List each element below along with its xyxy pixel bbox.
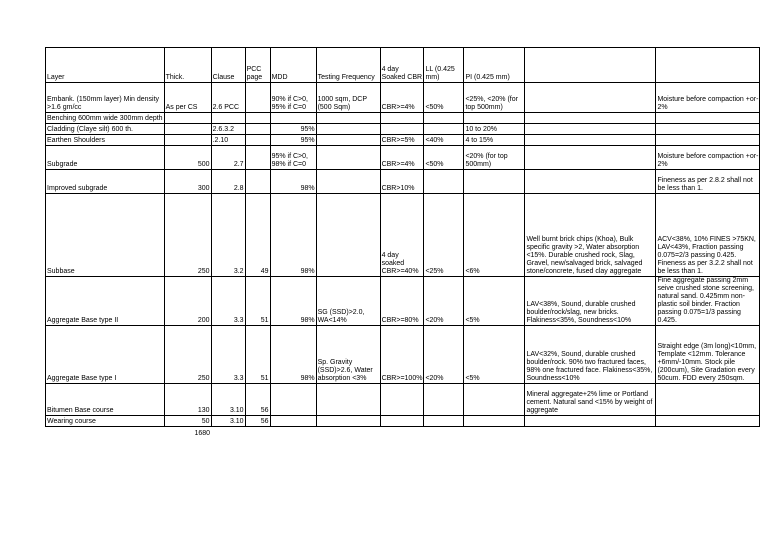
cell-pi: <20% (for top 500mm)	[464, 146, 525, 170]
table-row	[46, 384, 760, 416]
cell-notes	[656, 416, 760, 427]
cell-layer: Aggregate Base type II	[46, 277, 165, 326]
cell-material: Mineral aggregate+2% lime or Portland cement. Natural sand <15% by weight of aggregate	[525, 384, 656, 416]
cell-notes: Fineness as per 2.8.2 shall not be less than 1.	[656, 170, 760, 194]
header-layer: Layer	[46, 48, 165, 83]
cell-material	[525, 146, 656, 170]
cell-thick	[164, 124, 211, 135]
cell-cbr: CBR>10%	[380, 170, 424, 194]
cell-cbr	[380, 384, 424, 416]
cell-page: 56	[245, 384, 270, 416]
cell-notes: ACV<38%, 10% FINES >75KN, LAV<43%, Fraction passing 0.075=2/3 passing 0.425. Fineness as per 3.2.2 shall not be less than 1.	[656, 194, 760, 277]
cell-mdd	[270, 113, 316, 124]
cell-material	[525, 170, 656, 194]
cell-mdd: 98%	[270, 277, 316, 326]
cell-material: Well burnt brick chips (Khoa), Bulk specific gravity >2, Water absorption <15%. Durable crushed rock, Slag, Gravel, new/salvaged brick, salvaged stone/concrete, fused clay aggregate	[525, 194, 656, 277]
header-page: PCC page	[245, 48, 270, 83]
cell-thick	[164, 135, 211, 146]
cell-layer: Earthen Shoulders	[46, 135, 165, 146]
cell-pi	[464, 170, 525, 194]
cell-clause: 2.7	[211, 146, 245, 170]
cell-page: 49	[245, 194, 270, 277]
cell-thick: 300	[164, 170, 211, 194]
cell-layer: Subbase	[46, 194, 165, 277]
cell-page	[245, 83, 270, 113]
cell-pi: <6%	[464, 194, 525, 277]
cell-page: 51	[245, 277, 270, 326]
cell-cbr	[380, 113, 424, 124]
header-frequency: Testing Frequency	[316, 48, 380, 83]
cell-layer: Benching 600mm wide 300mm depth	[46, 113, 165, 124]
table-row	[46, 83, 760, 113]
cell-page: 56	[245, 416, 270, 427]
cell-pi: <5%	[464, 326, 525, 384]
cell-pi	[464, 416, 525, 427]
cell-thick	[164, 113, 211, 124]
table-row	[46, 416, 760, 427]
cell-material	[525, 124, 656, 135]
cell-ll: <50%	[424, 146, 464, 170]
cell-clause: 2.6.3.2	[211, 124, 245, 135]
cell-mdd: 95% if C>0, 98% if C=0	[270, 146, 316, 170]
cell-layer: Cladding (Claye silt) 600 th.	[46, 124, 165, 135]
cell-cbr: CBR>=4%	[380, 83, 424, 113]
cell-page	[245, 124, 270, 135]
cell-mdd: 95%	[270, 124, 316, 135]
total-thickness: 1680	[194, 429, 211, 437]
cell-frequency	[316, 384, 380, 416]
cell-material: LAV<32%, Sound, durable crushed boulder/rock. 90% two fractured faces, 98% one fractured face. Flakiness<35%, Soundness<10%	[525, 326, 656, 384]
cell-mdd: 98%	[270, 194, 316, 277]
table-row	[46, 277, 760, 326]
cell-notes	[656, 384, 760, 416]
cell-page	[245, 113, 270, 124]
spec-table	[45, 47, 760, 438]
cell-frequency	[316, 170, 380, 194]
cell-thick: 130	[164, 384, 211, 416]
cell-layer: Aggregate Base type I	[46, 326, 165, 384]
cell-cbr: 4 day soaked CBR>=40%	[380, 194, 424, 277]
cell-cbr: CBR>=100%	[380, 326, 424, 384]
cell-ll: <50%	[424, 83, 464, 113]
cell-material	[525, 113, 656, 124]
cell-clause: 3.2	[211, 194, 245, 277]
cell-cbr: CBR>=80%	[380, 277, 424, 326]
cell-notes	[656, 124, 760, 135]
cell-pi	[464, 384, 525, 416]
header-ll: LL (0.425 mm)	[424, 48, 464, 83]
cell-frequency: 1000 sqm, DCP (500 Sqm)	[316, 83, 380, 113]
cell-thick: 50	[164, 416, 211, 427]
cell-pi: <25%, <20% (for top 500mm)	[464, 83, 525, 113]
cell-clause: 2.8	[211, 170, 245, 194]
cell-frequency	[316, 135, 380, 146]
cell-thick: 500	[164, 146, 211, 170]
cell-ll: <20%	[424, 277, 464, 326]
cell-notes: Moisture before compaction +or- 2%	[656, 146, 760, 170]
header-mdd: MDD	[270, 48, 316, 83]
cell-notes: Moisture before compaction +or- 2%	[656, 83, 760, 113]
cell-material	[525, 416, 656, 427]
cell-notes: Straight edge (3m long)<10mm, Template <12mm. Tolerance +6mm/-10mm. Stock pile (200cum), Site Gradation every 50cum. FDD every 250sqm.	[656, 326, 760, 384]
cell-page	[245, 170, 270, 194]
cell-ll	[424, 384, 464, 416]
cell-frequency	[316, 124, 380, 135]
cell-cbr	[380, 416, 424, 427]
cell-frequency	[316, 416, 380, 427]
cell-pi: 4 to 15%	[464, 135, 525, 146]
cell-cbr: CBR>=5%	[380, 135, 424, 146]
cell-mdd: 98%	[270, 170, 316, 194]
cell-frequency	[316, 194, 380, 277]
cell-mdd	[270, 416, 316, 427]
header-cbr: 4 day Soaked CBR	[380, 48, 424, 83]
cell-pi: <5%	[464, 277, 525, 326]
cell-notes: Fine aggregate passing 2mm seive crushed stone screening, natural sand. 0.425mm non-plastic soil binder. Fraction passing 0.075=1/3 passing 0.425.	[656, 277, 760, 326]
cell-thick: 200	[164, 277, 211, 326]
cell-clause: 2.6 PCC	[211, 83, 245, 113]
cell-notes	[656, 113, 760, 124]
cell-pi	[464, 113, 525, 124]
cell-clause: 3.10	[211, 416, 245, 427]
cell-thick: As per CS	[164, 83, 211, 113]
cell-notes	[656, 135, 760, 146]
cell-ll	[424, 113, 464, 124]
header-clause: Clause	[211, 48, 245, 83]
cell-mdd: 95%	[270, 135, 316, 146]
cell-cbr: CBR>=4%	[380, 146, 424, 170]
cell-mdd: 98%	[270, 326, 316, 384]
header-row	[46, 48, 760, 83]
table-row	[46, 146, 760, 170]
cell-page	[245, 135, 270, 146]
table-row	[46, 194, 760, 277]
cell-clause: 3.3	[211, 277, 245, 326]
header-notes	[656, 48, 760, 83]
cell-clause	[211, 113, 245, 124]
total-row	[46, 427, 760, 438]
cell-page	[245, 146, 270, 170]
cell-frequency	[316, 113, 380, 124]
cell-thick: 250	[164, 326, 211, 384]
cell-frequency	[316, 146, 380, 170]
cell-layer: Wearing course	[46, 416, 165, 427]
cell-frequency: Sp. Gravity (SSD)>2.6, Water absorption <3%	[316, 326, 380, 384]
cell-layer: Embank. (150mm layer) Min density >1.6 gm/cc	[46, 83, 165, 113]
cell-frequency: SG (SSD)>2.0, WA<14%	[316, 277, 380, 326]
cell-layer: Improved subgrade	[46, 170, 165, 194]
cell-layer: Subgrade	[46, 146, 165, 170]
table-row	[46, 113, 760, 124]
cell-layer: Bitumen Base course	[46, 384, 165, 416]
cell-material	[525, 135, 656, 146]
cell-clause: .2.10	[211, 135, 245, 146]
table-row	[46, 124, 760, 135]
cell-ll	[424, 416, 464, 427]
cell-ll: <40%	[424, 135, 464, 146]
cell-page: 51	[245, 326, 270, 384]
cell-ll	[424, 124, 464, 135]
cell-material	[525, 83, 656, 113]
cell-ll: <25%	[424, 194, 464, 277]
cell-pi: 10 to 20%	[464, 124, 525, 135]
table-row	[46, 135, 760, 146]
cell-ll: <20%	[424, 326, 464, 384]
cell-thick: 250	[164, 194, 211, 277]
cell-material: LAV<38%, Sound, durable crushed boulder/rock/slag, new bricks. Flakiness<35%, Soundness<10%	[525, 277, 656, 326]
table-row	[46, 170, 760, 194]
table-row	[46, 326, 760, 384]
cell-mdd: 90% if C>0, 95% if C=0	[270, 83, 316, 113]
header-pi: PI (0.425 mm)	[464, 48, 525, 83]
header-thick: Thick.	[164, 48, 211, 83]
cell-mdd	[270, 384, 316, 416]
cell-clause: 3.3	[211, 326, 245, 384]
cell-clause: 3.10	[211, 384, 245, 416]
header-material	[525, 48, 656, 83]
cell-cbr	[380, 124, 424, 135]
cell-ll	[424, 170, 464, 194]
